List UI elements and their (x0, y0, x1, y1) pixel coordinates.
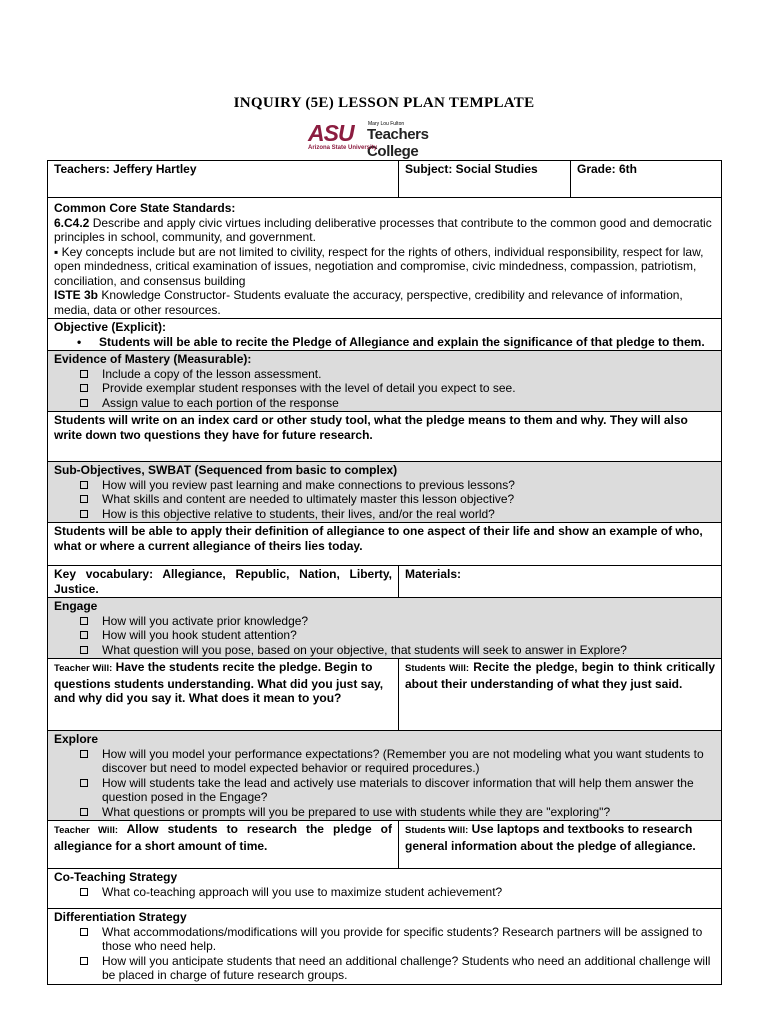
coteaching-cell (48, 869, 722, 909)
grade-cell: Grade: 6th (571, 161, 722, 198)
engage-row (48, 598, 722, 659)
logo-college-name: Teachers College (367, 126, 429, 160)
subobjectives-heading: Sub-Objectives, SWBAT (Sequenced from basic to complex) (54, 463, 398, 477)
subject-cell: Subject: Social Studies (399, 161, 571, 198)
differentiation-cell (48, 909, 722, 985)
differentiation-heading: Differentiation Strategy (54, 910, 187, 924)
explore-cell (48, 731, 722, 821)
coteaching-row (48, 869, 722, 909)
explore-row (48, 731, 722, 821)
subobjectives-cell (48, 462, 722, 523)
objective-row (48, 319, 722, 351)
engage-prompt: What question will you pose, based on your objective, that students will seek to answer in Explore? (79, 643, 715, 658)
explore-heading: Explore (54, 732, 99, 746)
engage-activity-row (48, 659, 722, 731)
standards-row (48, 198, 722, 319)
explore-teacher-will: Teacher Will: Allow students to research the pledge of allegiance for a short amount of time. (48, 821, 399, 869)
explore-students-will: Students Will: Use laptops and textbooks to research general information about the pledge of allegiance. (399, 821, 722, 869)
explore-prompt: How will students take the lead and actively use materials to discover information that will help them answer the question posed in the Engage? (79, 776, 715, 805)
differentiation-prompt: What accommodations/modifications will you provide for specific students? Research partners will be assigned to those who need help. (79, 925, 715, 954)
engage-teacher-will: Teacher Will: Have the students recite the pledge. Begin to questions students understanding. What did you just say, and why did you say it. What does it mean to you? (48, 659, 399, 731)
subobjectives-answer-row (48, 523, 722, 566)
evidence-heading: Evidence of Mastery (Measurable): (54, 352, 252, 366)
subobjective-prompt: How will you review past learning and make connections to previous lessons? (79, 478, 715, 493)
evidence-row (48, 351, 722, 412)
asu-logo-mark: ASU (308, 120, 354, 146)
materials: Materials: (399, 566, 722, 598)
vocab-row (48, 566, 722, 598)
engage-prompt: How will you hook student attention? (79, 628, 715, 643)
key-vocabulary: Key vocabulary: Allegiance, Republic, Nation, Liberty, Justice. (48, 566, 399, 598)
standards-cell (48, 198, 722, 319)
explore-prompt: What questions or prompts will you be prepared to use with students while they are "exploring"? (79, 805, 715, 820)
engage-heading: Engage (54, 599, 98, 613)
differentiation-row (48, 909, 722, 985)
engage-cell (48, 598, 722, 659)
standard-key-concepts: ▪ Key concepts include but are not limited to civility, respect for the rights of others, individual responsibility, respect for law, open mindedness, critical examination of issues, negotiation and compromise, civic mindedness, compassion, patriotism, conciliation, and consensus building (54, 244, 704, 288)
standard-iste-3b: ISTE 3b Knowledge Constructor- Students evaluate the accuracy, perspective, credibility and relevance of information, media, data or other resources. (54, 288, 683, 317)
evidence-answer: Students will write on an index card or other study tool, what the pledge means to them and why. They will also write down two questions they have for future research. (48, 412, 722, 462)
coteaching-heading: Co-Teaching Strategy (54, 870, 178, 884)
explore-prompt: How will you model your performance expectations? (Remember you are not modeling what you want students to discover but need to model expected behavior or required procedures.) (79, 747, 715, 776)
page-title: INQUIRY (5E) LESSON PLAN TEMPLATE (233, 95, 535, 111)
objective-item: • Students will be able to recite the Pledge of Allegiance and explain the significance of that pledge to them. (97, 335, 715, 350)
differentiation-prompt: How will you anticipate students that need an additional challenge? Students who need an additional challenge will be placed in charge of future research groups. (79, 954, 715, 983)
subobjectives-answer: Students will be able to apply their definition of allegiance to one aspect of their life and show an example of who, what or where a current allegiance of theirs lies today. (48, 523, 722, 566)
evidence-answer-row (48, 412, 722, 462)
teachers-cell: Teachers: Jeffery Hartley (48, 161, 399, 198)
evidence-prompt: Assign value to each portion of the response (79, 396, 715, 411)
header-row (48, 161, 722, 198)
evidence-prompt: Include a copy of the lesson assessment. (79, 367, 715, 382)
asu-teachers-college-logo (308, 120, 468, 160)
objective-cell (48, 319, 722, 351)
standards-heading: Common Core State Standards: (54, 201, 236, 215)
engage-prompt: How will you activate prior knowledge? (79, 614, 715, 629)
subobjectives-row (48, 462, 722, 523)
explore-activity-row (48, 821, 722, 869)
evidence-cell (48, 351, 722, 412)
logo-subtitle: Mary Lou Fulton (368, 121, 405, 127)
standard-6c42: 6.C4.2 Describe and apply civic virtues including deliberative processes that contribute to the common good and democratic principles in school, community, and government. (54, 215, 712, 244)
objective-heading: Objective (Explicit): (54, 320, 167, 334)
logo-university: Arizona State University (308, 145, 378, 151)
evidence-prompt: Provide exemplar student responses with the level of detail you expect to see. (79, 381, 715, 396)
engage-students-will: Students Will: Recite the pledge, begin to think critically about their understanding of what they just said. (399, 659, 722, 731)
lesson-plan-table (47, 160, 722, 985)
subobjective-prompt: How is this objective relative to students, their lives, and/or the real world? (79, 507, 715, 522)
subobjective-prompt: What skills and content are needed to ultimately master this lesson objective? (79, 492, 715, 507)
coteaching-prompt: What co-teaching approach will you use to maximize student achievement? (79, 885, 715, 900)
